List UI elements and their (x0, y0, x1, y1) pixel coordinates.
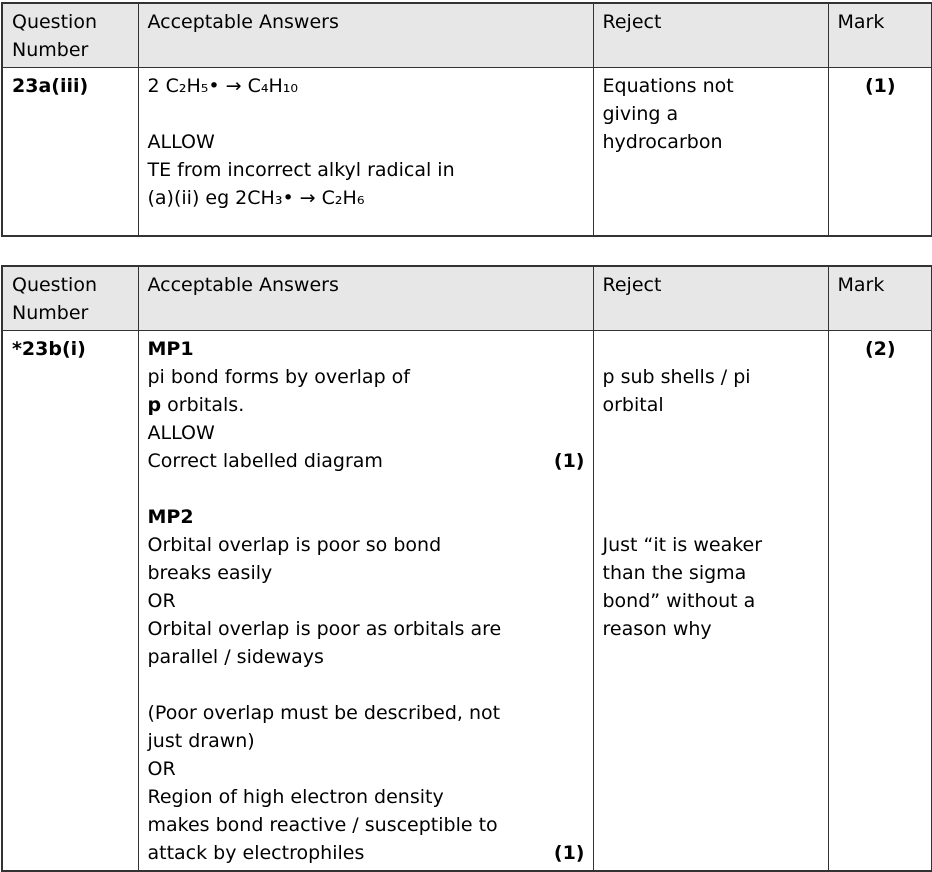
mark-cell: (1) (828, 68, 932, 236)
text-line (148, 475, 585, 503)
text-line (148, 100, 585, 128)
mark-scheme-table-2 (1, 265, 932, 872)
text-line (603, 503, 820, 531)
text-line (603, 447, 820, 475)
text-line: bond” without a (602, 589, 756, 612)
text-line: attack by electrophiles (1) (147, 841, 585, 864)
text-line: (Poor overlap must be described, not (147, 701, 501, 724)
mark-cell: (2) (828, 330, 932, 871)
text-line (603, 335, 820, 363)
text-line: ALLOW (147, 131, 215, 153)
reject-cell (593, 68, 828, 236)
header-reject: Reject (593, 266, 828, 331)
text-line: than the sigma (602, 561, 747, 584)
table-row (2, 68, 932, 236)
header-reject: Reject (593, 3, 828, 68)
table-row (2, 330, 932, 871)
header-question-number: Question Number (2, 266, 138, 331)
text-line: OR (147, 589, 176, 612)
mark-scheme-table-1 (1, 2, 932, 237)
text-line: p orbitals. (147, 393, 245, 416)
question-number-cell: 23a(iii) (2, 68, 138, 236)
text-line (148, 671, 585, 699)
header-row (2, 3, 932, 68)
text-line: Orbital overlap is poor so bond (147, 533, 442, 556)
header-question-number: Question Number (2, 3, 138, 68)
text-line: Just “it is weaker (602, 533, 763, 556)
text-line: makes bond reactive / susceptible to (147, 813, 498, 836)
text-line: (a)(ii) eg 2CH₃• → C₂H₆ (147, 187, 365, 209)
text-line (603, 475, 820, 503)
question-number-cell: *23b(i) (2, 330, 138, 871)
text-line: Orbital overlap is poor as orbitals are (147, 617, 502, 640)
text-line: MP1 (147, 337, 194, 360)
text-line: parallel / sideways (147, 645, 324, 668)
text-line (603, 419, 820, 447)
text-line: p sub shells / pi (602, 365, 751, 388)
text-line: giving a (602, 103, 679, 125)
text-line: MP2 (147, 505, 194, 528)
text-line: OR (147, 757, 176, 780)
text-line: Correct labelled diagram (1) (147, 449, 585, 472)
acceptable-answers-cell (138, 68, 593, 236)
text-line: pi bond forms by overlap of (147, 365, 410, 388)
text-line: breaks easily (147, 561, 273, 584)
header-mark: Mark (828, 266, 932, 331)
header-acceptable-answers: Acceptable Answers (138, 3, 593, 68)
header-row (2, 266, 932, 331)
text-line: 2 C₂H₅• → C₄H₁₀ (147, 75, 299, 97)
header-mark: Mark (828, 3, 932, 68)
reject-cell (593, 330, 828, 871)
text-line: Region of high electron density (147, 785, 444, 808)
text-line: ALLOW (147, 421, 215, 444)
text-line: Equations not (602, 75, 734, 97)
text-line: reason why (602, 617, 712, 640)
header-acceptable-answers: Acceptable Answers (138, 266, 593, 331)
text-line: orbital (602, 393, 664, 416)
text-line: hydrocarbon (602, 131, 723, 153)
acceptable-answers-cell (138, 330, 593, 871)
text-line: TE from incorrect alkyl radical in (147, 159, 455, 181)
text-line: just drawn) (147, 729, 255, 752)
